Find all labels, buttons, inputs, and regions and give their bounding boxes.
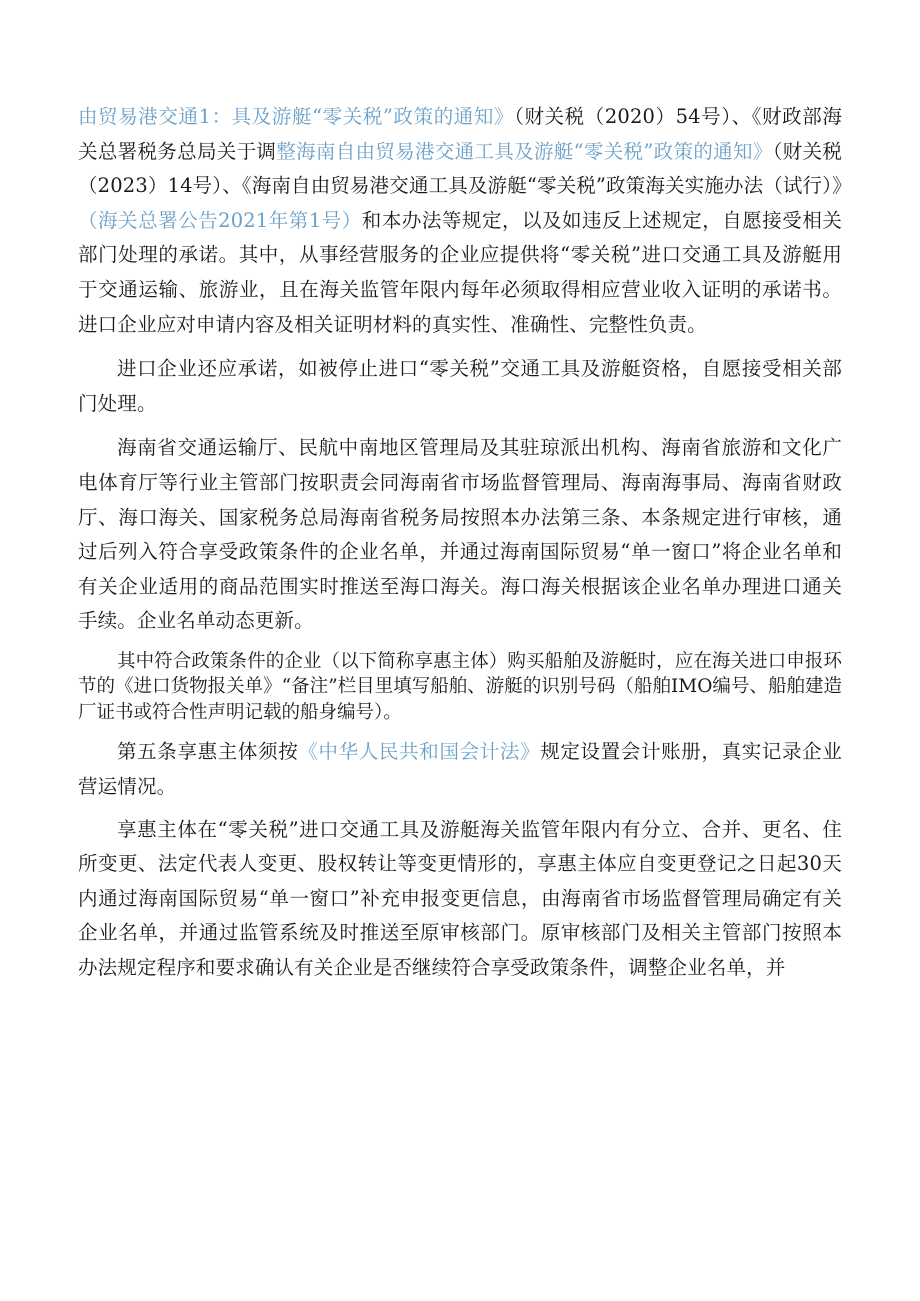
link-customs-announcement-2021-1[interactable]: （海关总署公告2021年第1号） (78, 208, 362, 232)
document-body (78, 100, 852, 986)
paragraph-review-process (78, 431, 842, 639)
paragraph-enterprise-commitment (78, 352, 842, 421)
link-notice-adjustment-2023[interactable]: 整海南自由贸易港交通工具及游艇“零关税”政策的通知》 (276, 139, 773, 163)
link-notice-zero-tariff-2020[interactable]: 由贸易港交通1：具及游艇“零关税”政策的通知》 (78, 105, 515, 128)
paragraph-change-reporting (78, 813, 842, 986)
paragraph-text: 第五条享惠主体须按 (117, 740, 299, 764)
paragraph-text: 其中符合政策条件的企业（以下简称享惠主体）购买船舶及游艇时，应在海关进口申报环节的《进口货物报关单》“备注”栏目里填写船舶、游艇的识别号码（船舶IMO编号、船舶建造厂证书或符合性声明记载的船身编号）。 (78, 650, 842, 723)
paragraph-vessel-declaration (78, 649, 842, 726)
paragraph-text: 享惠主体在“零关税”进口交通工具及游艇海关监管年限内有分立、合并、更名、住所变更、法定代表人变更、股权转让等变更情形的，享惠主体应自变更登记之日起30天内通过海南国际贸易“单一窗口”补充申报变更信息，由海南省市场监督管理局确定有关企业名单，并通过监管系统及时推送至原审核部门。原审核部门及相关主管部门按照本办法规定程序和要求确认有关企业是否继续符合享受政策条件，调整企业名单，并 (78, 817, 842, 979)
link-accounting-law[interactable]: 《中华人民共和国会计法》 (298, 740, 541, 764)
paragraph-policy-references (78, 100, 852, 342)
paragraph-text: （财关税（2023）14号）、《海南自由贸易港交通工具及游艇“零关税”政策海关实施办法（试行）》 (78, 139, 852, 198)
paragraph-article-five (78, 735, 842, 804)
paragraph-text: 进口企业还应承诺，如被停止进口“零关税”交通工具及游艇资格，自愿接受相关部门处理。 (78, 357, 842, 415)
paragraph-text: 和本办法等规定，以及如违反上述规定，自愿接受相关部门处理的承诺。其中，从事经营服务的企业应提供将“零关税”进口交通工具及游艇用于交通运输、旅游业，且在海关监管年限内每年必须取得相应营业收入证明的承诺书。进口企业应对申请内容及相关证明材料的真实性、准确性、完整性负责。 (78, 208, 842, 336)
paragraph-text: 海南省交通运输厅、民航中南地区管理局及其驻琼派出机构、海南省旅游和文化广电体育厅等行业主管部门按职责会同海南省市场监督管理局、海南海事局、海南省财政厅、海口海关、国家税务总局海南省税务局按照本办法第三条、本条规定进行审核，通过后列入符合享受政策条件的企业名单，并通过海南国际贸易“单一窗口”将企业名单和有关企业适用的商品范围实时推送至海口海关。海口海关根据该企业名单办理进口通关手续。企业名单动态更新。 (78, 436, 842, 633)
paragraph-text: 规定设置会计账册，真实记录企业营运情况。 (78, 740, 842, 798)
paragraph-text: （财关税（2020）54号）、《财政部海关总署税务总局关于调 (78, 105, 842, 163)
